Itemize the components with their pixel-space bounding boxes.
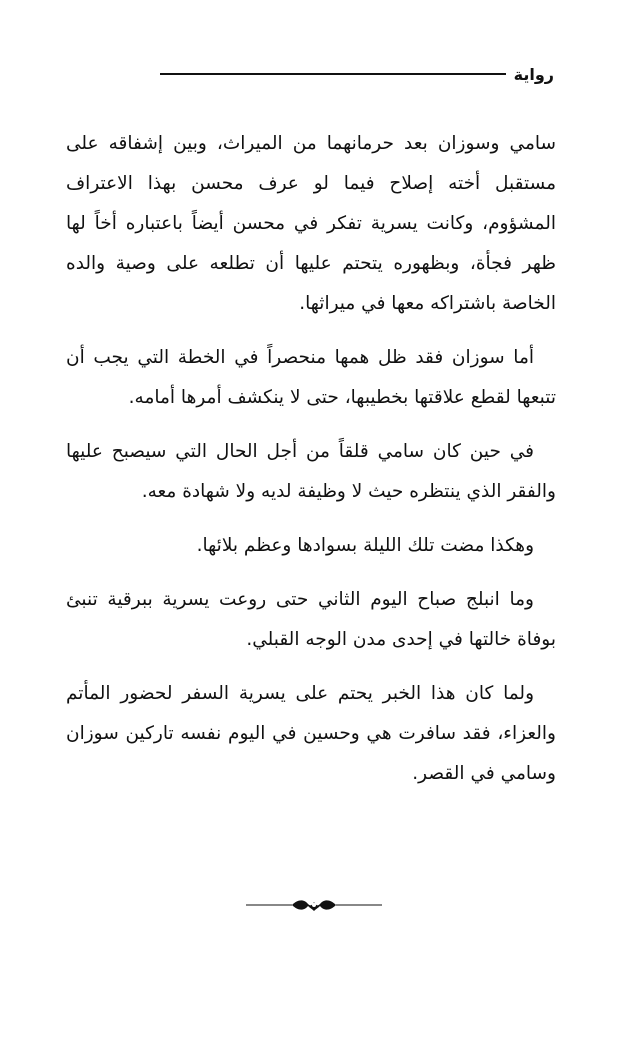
paragraph: في حين كان سامي قلقاً من أجل الحال التي سيصبح عليها والفقر الذي ينتظره حيث لا وظيفة لديه ولا شهادة معه. [66,441,556,502]
running-header-title: رواية [513,64,554,84]
paragraph: وما انبلج صباح اليوم الثاني حتى روعت يسرية ببرقية تنبئ بوفاة خالتها في إحدى مدن الوجه القبلي. [66,589,556,650]
paragraph: سامي وسوزان بعد حرمانهما من الميراث، وبين إشفاقه على مستقبل أخته إصلاح فيما لو عرف محسن بهذا الاعتراف المشؤوم، وكانت يسرية تفكر في محسن أيضاً باعتباره أخاً لها ظهر فجأة، وبظهوره يتحتم عليها أن تطلعه على وصية والده الخاصة باشتراكه معها في ميراثها. [66,133,556,314]
paragraph: وهكذا مضت تلك الليلة بسوادها وعظم بلائها. [196,535,534,556]
paragraph: ولما كان هذا الخبر يحتم على يسرية السفر لحضور المأتم والعزاء، فقد سافرت هي وحسين في اليوم نفسه تاركين سوزان وسامي في القصر. [66,683,556,784]
running-header [160,62,554,86]
body-text [66,124,556,808]
paragraph: أما سوزان فقد ظل همها منحصراً في الخطة التي يجب أن تتبعها لقطع علاقتها بخطيبها، حتى لا ينكشف أمرها أمامه. [66,347,556,408]
header-rule [160,73,506,75]
ornament-divider-icon [246,896,382,914]
